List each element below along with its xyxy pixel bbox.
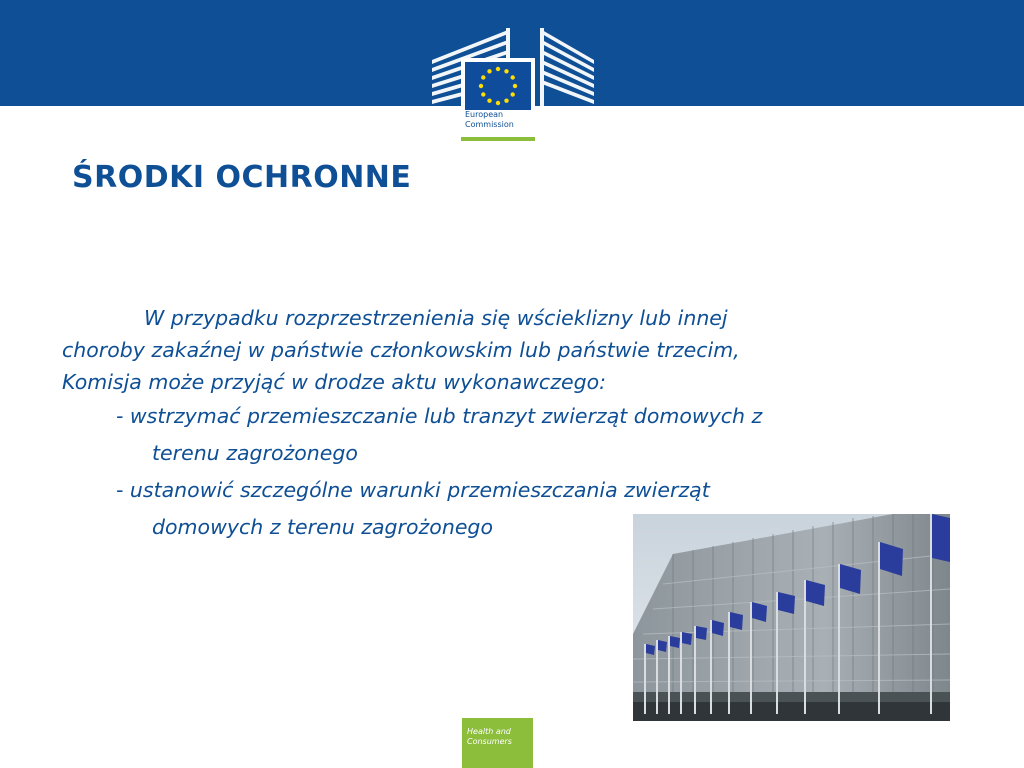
- european-commission-logo: [428, 24, 598, 144]
- dg-label: Health and Consumers: [467, 727, 512, 746]
- logo-green-bar: [461, 137, 535, 141]
- intro-line-2: choroby zakaźnej w państwie członkowskim lub państwie trzecim,: [62, 338, 740, 362]
- intro-line-1: W przypadku rozprzestrzenienia się wścieklizny lub innej: [144, 306, 728, 330]
- slide-body: [62, 302, 962, 546]
- logo-text: European Commission: [461, 110, 531, 136]
- dg-sanco-tab: [462, 718, 533, 768]
- slide-title: ŚRODKI OCHRONNE: [72, 160, 412, 195]
- bullet-2-continuation: domowych z terenu zagrożonego: [152, 515, 493, 539]
- bullet-1-continuation: terenu zagrożonego: [152, 441, 358, 465]
- bullet-2: - ustanowić szczególne warunki przemieszczania zwierząt: [116, 478, 710, 502]
- intro-line-3: Komisja może przyjąć w drodze aktu wykonawczego:: [62, 370, 607, 394]
- bullet-1: - wstrzymać przemieszczanie lub tranzyt zwierząt domowych z: [116, 404, 763, 428]
- berlaymont-flags-photo: [633, 514, 950, 721]
